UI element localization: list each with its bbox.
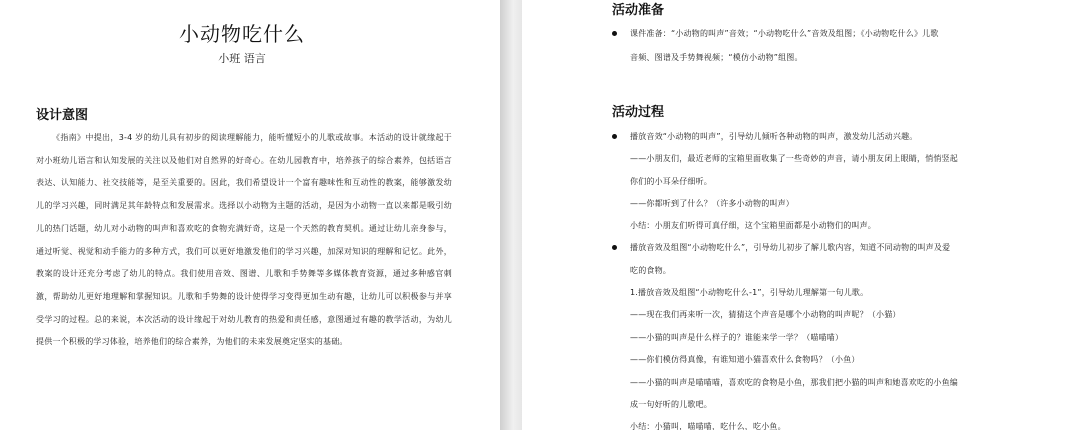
design-intent-paragraph: 《指南》中提出，3-4 岁的幼儿具有初步的阅读理解能力，能听懂短小的儿歌或故事。本活动的设计就缘起于对小班幼儿语言和认知发展的关注以及他们对自然界的好奇心。在幼儿园教育中，培养孩子的综合素养，包括语言表达、认知能力、社交技能等，是至关重要的。因此，我们希望设计一个富有趣味性和互动性的教案，能够激发幼儿的学习兴趣，同时满足其年龄特点和发展需求。选择以小动物为主题的活动，是因为小动物一直以来都是吸引幼儿的热门话题，幼儿对小动物的叫声和喜欢吃的食物充满好奇，这是一个天然的教育契机。通过让幼儿亲身参与，通过听觉、视觉和动手能力的多种方式，我们可以更好地激发他们的学习兴趣，加深对知识的理解和记忆。此外，教案的设计还充分考虑了幼儿的特点。我们使用音效、图谱、儿歌和手势舞等多媒体教育资源，通过多种感官刺激，帮助幼儿更好地理解和掌握知识。儿歌和手势舞的设计使得学习变得更加生动有趣，让幼儿可以积极参与并享受学习的过程。总的来说，本次活动的设计缘起于对幼儿教育的热爱和责任感，意图通过有趣的教学活动，为幼儿提供一个积极的学习体验，培养他们的综合素养，为他们的未来发展奠定坚实的基础。 (36, 133, 452, 347)
left-page (0, 0, 500, 430)
process-heading: 活动过程 (612, 105, 665, 120)
document-subtitle: 小班 语言 (218, 52, 266, 65)
design-intent-heading: 设计意图 (36, 108, 89, 123)
process-line: ——你们模仿得真像，有谁知道小猫喜欢什么食物吗？（小鱼） (630, 355, 860, 364)
process-line: 你们的小耳朵仔细听。 (630, 177, 712, 186)
process-line: ——小猫的叫声是什么样子的？谁能来学一学？（喵喵喵） (630, 333, 844, 342)
right-page (522, 0, 1080, 430)
bullet-icon (612, 31, 617, 36)
document-title: 小动物吃什么 (179, 22, 305, 46)
process-line: ——小猫的叫声是喵喵喵，喜欢吃的食物是小鱼，那我们把小猫的叫声和她喜欢吃的小鱼编 (630, 378, 958, 387)
page-gap (500, 0, 522, 430)
bullet-icon (612, 134, 617, 139)
prep-line: 音频、图谱及手势舞视频；“模仿小动物”组图。 (630, 53, 803, 62)
bullet-icon (612, 245, 617, 250)
process-line: 播放音效“小动物的叫声”，引导幼儿倾听各种动物的叫声，激发幼儿活动兴趣。 (630, 132, 918, 141)
process-line: ——小朋友们，最近老师的宝箱里面收集了一些奇妙的声音，请小朋友闭上眼睛，悄悄竖起 (630, 154, 958, 163)
process-line: 小结：小朋友们听得可真仔细，这个宝箱里面都是小动物们的叫声。 (630, 221, 876, 230)
process-line: 播放音效及组图“小动物吃什么”，引导幼儿初步了解儿歌内容，知道不同动物的叫声及爱 (630, 243, 951, 252)
process-line: 吃的食物。 (630, 266, 671, 275)
process-line: 1.播放音效及组图“小动物吃什么-1”，引导幼儿理解第一句儿歌。 (630, 288, 869, 297)
process-line: 成一句好听的儿歌吧。 (630, 400, 712, 409)
process-line: 小结：小猫叫，喵喵喵，吃什么，吃小鱼。 (630, 422, 786, 430)
prep-line: 课件准备：“小动物的叫声”音效；“小动物吃什么”音效及组图；《小动物吃什么》儿歌 (630, 29, 939, 38)
preparation-heading: 活动准备 (612, 3, 665, 18)
process-line: ——现在我们再来听一次，猜猜这个声音是哪个小动物的叫声呢？（小猫） (630, 310, 901, 319)
process-line: ——你都听到了什么？（许多小动物的叫声） (630, 199, 794, 208)
